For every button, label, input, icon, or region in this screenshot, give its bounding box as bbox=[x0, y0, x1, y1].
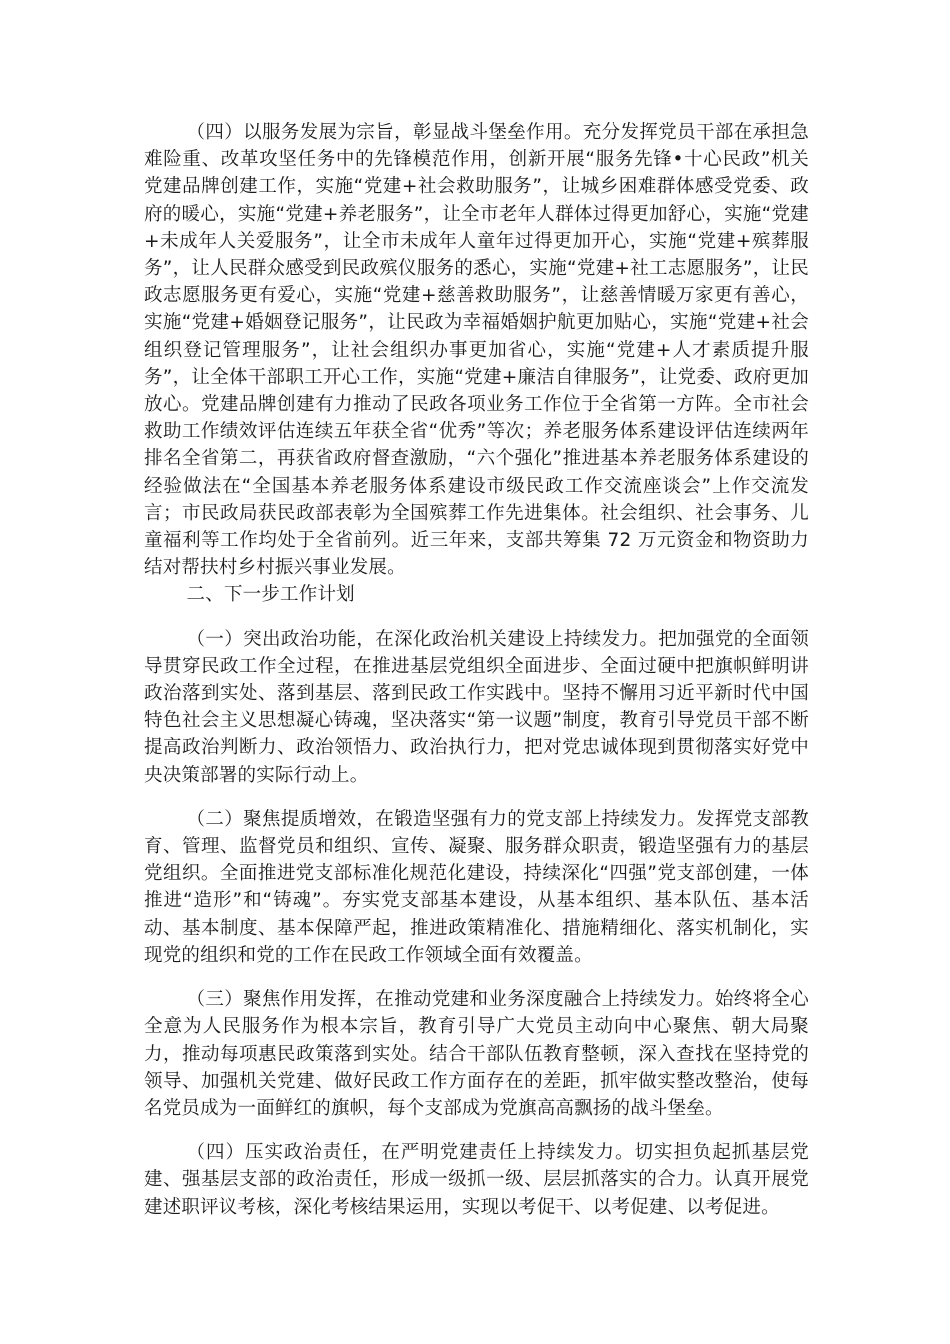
section-heading-next-steps: 二、下一步工作计划 bbox=[186, 584, 355, 606]
paragraph-quality-efficiency: （二）聚焦提质增效，在锻造坚强有力的党支部上持续发力。发挥党支部教育、管理、监督党员和组织、宣传、凝聚、服务群众职责，锻造坚强有力的基层党组织。全面推进党支部标准化规范化建设，持续深化“四强”党支部创建，一体推进“造形”和“铸魂”。夯实党支部基本建设，从基本组织、基本队伍、基本活动、基本制度、基本保障严起，推进政策精准化、措施精细化、落实机制化，实现党的组织和党的工作在民政工作领域全面有效覆盖。 bbox=[144, 808, 809, 966]
paragraph-role-play: （三）聚焦作用发挥，在推动党建和业务深度融合上持续发力。始终将全心全意为人民服务作为根本宗旨，教育引导广大党员主动向中心聚焦、朝大局聚力，推动每项惠民政策落到实处。结合干部队伍教育整顿，深入查找在坚持党的领导、加强机关党建、做好民政工作方面存在的差距，抓牢做实整改整治，使每名党员成为一面鲜红的旗帜，每个支部成为党旗高高飘扬的战斗堡垒。 bbox=[144, 989, 809, 1119]
paragraph-political-responsibility: （四）压实政治责任，在严明党建责任上持续发力。切实担负起抓基层党建、强基层支部的政治责任，形成一级抓一级、层层抓落实的合力。认真开展党建述职评议考核，深化考核结果运用，实现以考促干、以考促建、以考促进。 bbox=[144, 1142, 809, 1218]
paragraph-political-function: （一）突出政治功能，在深化政治机关建设上持续发力。把加强党的全面领导贯穿民政工作全过程，在推进基层党组织全面进步、全面过硬中把旗帜鲜明讲政治落到实处、落到基层、落到民政工作实践中。坚持不懈用习近平新时代中国特色社会主义思想凝心铸魂，坚决落实“第一议题”制度，教育引导党员干部不断提高政治判断力、政治领悟力、政治执行力，把对党忠诚体现到贯彻落实好党中央决策部署的实际行动上。 bbox=[144, 628, 809, 786]
document-body bbox=[144, 119, 809, 1221]
paragraph-service-development: （四）以服务发展为宗旨，彰显战斗堡垒作用。充分发挥党员干部在承担急难险重、改革攻坚任务中的先锋模范作用，创新开展“服务先锋•十心民政”机关党建品牌创建工作，实施“党建+社会救助服务”，让城乡困难群体感受党委、政府的暖心，实施“党建+养老服务”，让全市老年人群体过得更加舒心，实施“党建+未成年人关爱服务”，让全市未成年人童年过得更加开心，实施“党建+殡葬服务”，让人民群众感受到民政殡仪服务的悉心，实施“党建+社工志愿服务”，让民政志愿服务更有爱心，实施“党建+慈善救助服务”，让慈善情暖万家更有善心，实施“党建+婚姻登记服务”，让民政为幸福婚姻护航更加贴心，实施“党建+社会组织登记管理服务”，让社会组织办事更加省心，实施“党建+人才素质提升服务”，让全体干部职工开心工作，实施“党建+廉洁自律服务”，让党委、政府更加放心。党建品牌创建有力推动了民政各项业务工作位于全省第一方阵。全市社会救助工作绩效评估连续五年获全省“优秀”等次；养老服务体系建设评估连续两年排名全省第二，再获省政府督查激励，“六个强化”推进基本养老服务体系建设的经验做法在“全国基本养老服务体系建设市级民政工作交流座谈会”上作交流发言；市民政局获民政部表彰为全国殡葬工作先进集体。社会组织、社会事务、儿童福利等工作均处于全省前列。近三年来，支部共筹集 72 万元资金和物资助力结对帮扶村乡村振兴事业发展。 bbox=[144, 122, 809, 579]
